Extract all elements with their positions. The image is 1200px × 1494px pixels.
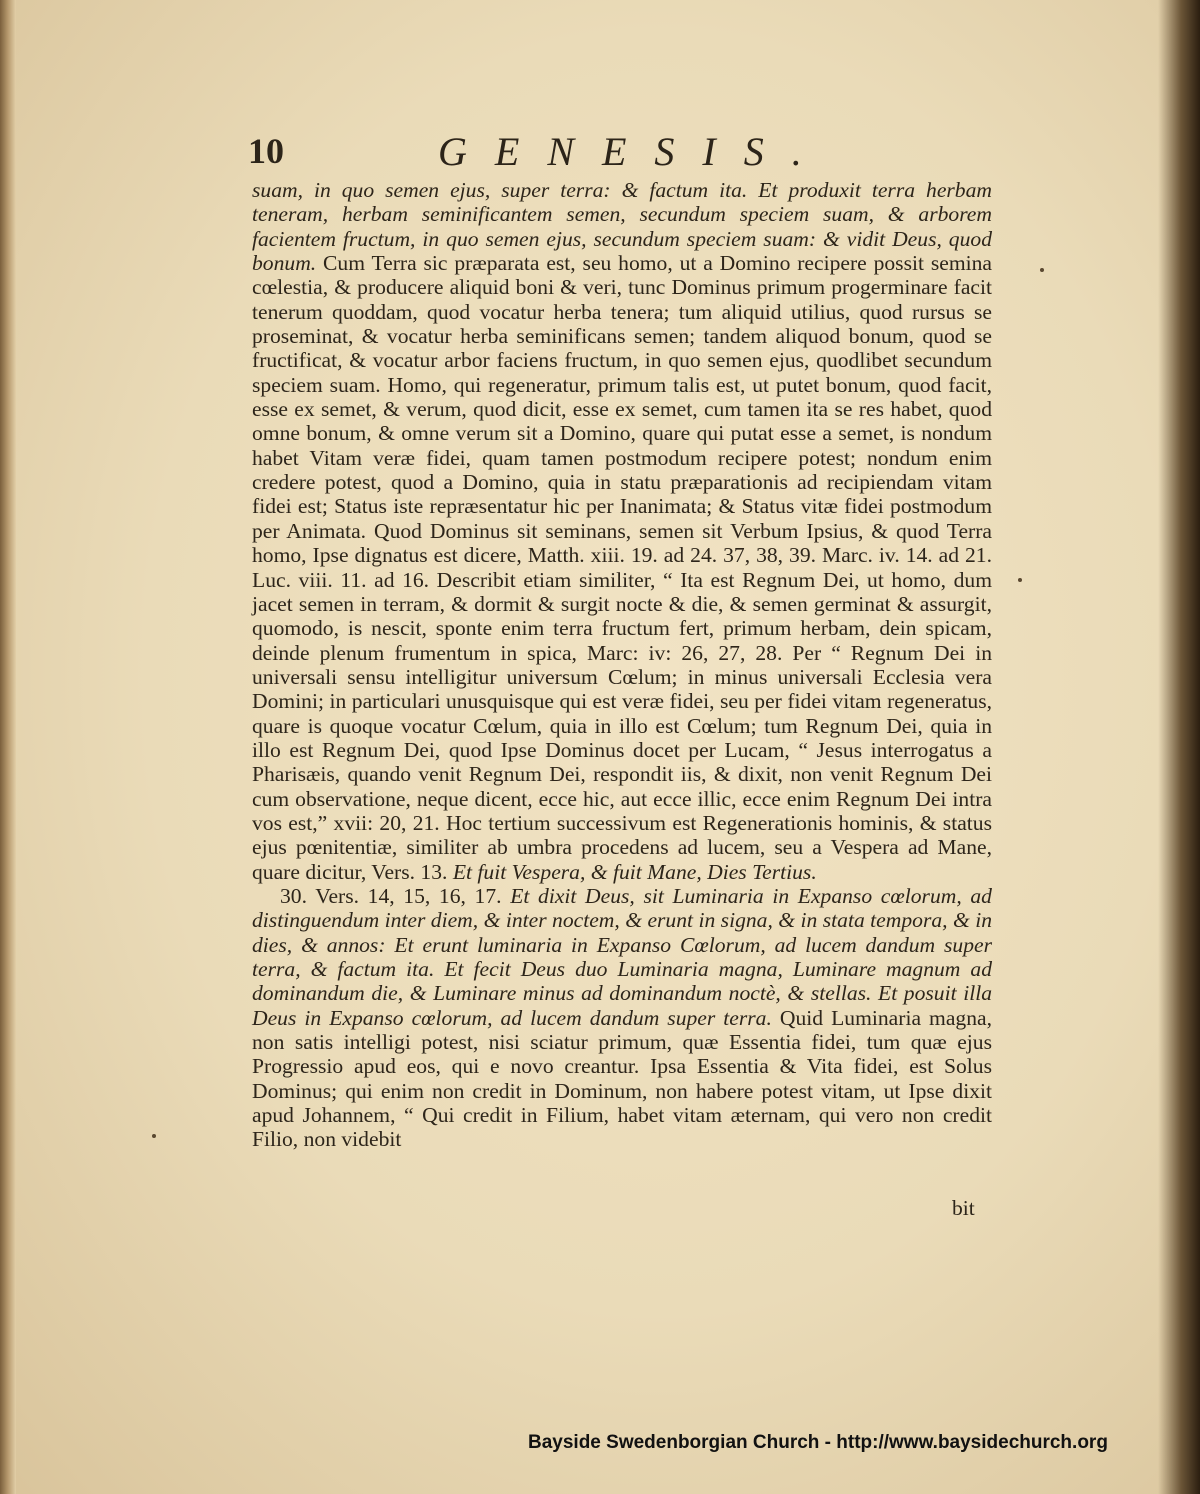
page-number: 10 bbox=[248, 131, 284, 171]
running-title: GENESIS. bbox=[438, 129, 830, 174]
page-edge-shadow bbox=[1158, 0, 1200, 1494]
paragraph bbox=[252, 178, 992, 884]
paragraph bbox=[252, 884, 992, 1152]
ink-speck bbox=[1040, 268, 1044, 272]
ink-speck bbox=[1018, 578, 1022, 582]
commentary-text: Cum Terra sic præparata est, seu homo, ut a Domino recipere possit semina cœlestia, & producere aliquid boni & veri, tunc Dominus primum progerminare facit tenerum quoddam, quod vocatur herba tenera; tum aliquid utilius, quod rursus se proseminat, & vocatur herba seminificans semen; tandem aliquod bonum, quod se fructificat, & vocatur arbor faciens fructum, in quo semen ejus, quodlibet secundum speciem suam. Homo, qui regeneratur, primum talis est, ut putet bonum, quod facit, esse ex semet, & verum, quod dicit, esse ex semet, cum tamen ita se res habet, quod omne bonum, & omne verum sit a Domino, quare qui putat esse a semet, is nondum habet Vitam veræ fidei, quam tamen postmodum recipere potest; nondum enim credere potest, quod a Domino, quia in statu præparationis ad recipiendam vitam fidei est; Status iste repræsentatur hic per Inanimata; & Status vitæ fidei postmodum per Animata. Quod Dominus sit seminans, semen sit Verbum Ipsius, & quod Terra homo, Ipse dignatus est dicere, Matth. xiii. 19. ad 24. 37, 38, 39. Marc. iv. 14. ad 21. Luc. viii. 11. ad 16. Describit etiam similiter, “ Ita est Regnum Dei, ut homo, dum jacet semen in terram, & dormit & surgit nocte & die, & semen germinat & assurgit, quomodo, is nescit, sponte enim terra fructum fert, primum herbam, dein spicam, deinde plenum frumentum in spica, Marc: iv: 26, 27, 28. Per “ Regnum Dei in universali sensu intelligitur universum Cœlum; in minus universali Ecclesia vera Domini; in particulari unusquisque qui est veræ fidei, seu per fidei vitam regeneratus, quare is quoque vocatur Cœlum, quia in illo est Cœlum; tum Regnum Dei, quia in illo est Regnum Dei, quod Ipse Dominus docet per Lucam, “ Jesus interrogatus a Pharisæis, quando venit Regnum Dei, respondit iis, & dixit, non venit Regnum Dei cum observatione, neque dicent, ecce hic, aut ecce illic, ecce enim Regnum Dei intra vos est,” xvii: 20, 21. Hoc tertium successivum est Regenerationis hominis, & status ejus pœnitentiæ, similiter ab umbra procedens ad lucem, seu a Vespera ad Mane, quare dicitur, Vers. 13. bbox=[252, 251, 992, 884]
page-header bbox=[248, 128, 968, 178]
catchword: bit bbox=[952, 1196, 975, 1220]
watermark: Bayside Swedenborgian Church - http://www.baysidechurch.org bbox=[528, 1432, 1108, 1453]
scripture-quote: Et dixit Deus, sit Luminaria in Expanso cœlorum, ad distinguendum inter diem, & inter noctem, & erunt in signa, & in stata tempora, & in dies, & annos: Et erunt luminaria in Expanso Cœlorum, ad lucem dandum super terra, & factum ita. Et fecit Deus duo Luminaria magna, Luminare magnum ad dominandum die, & Luminare minus ad dominandum noctè, & stellas. Et posuit illa Deus in Expanso cœlorum, ad lucem dandum super terra. bbox=[252, 883, 992, 1030]
scripture-quote: Et fuit Vespera, & fuit Mane, Dies Tertius. bbox=[452, 859, 817, 884]
body-text bbox=[252, 178, 992, 1152]
commentary-text: Quid Luminaria magna, non satis intelligi potest, nisi sciatur primum, quæ Essentia fidei, tum quæ ejus Progressio apud eos, qui e novo creantur. Ipsa Essentia & Vita fidei, est Solus Dominus; qui enim non credit in Dominum, non habere potest vitam, ut Ipse dixit apud Johannem, “ Qui credit in Filium, habet vitam æternam, qui vero non credit Filio, non videbit bbox=[252, 1005, 992, 1152]
book-spine-shadow bbox=[0, 0, 16, 1494]
commentary-text: 30. Vers. 14, 15, 16, 17. bbox=[280, 883, 511, 908]
scripture-quote: suam, in quo semen ejus, super terra: & factum ita. Et produxit terra herbam teneram, herbam seminificantem semen, secundum speciem suam, & arborem facientem fructum, in quo semen ejus, secundum speciem suam: & vidit Deus, quod bonum. bbox=[252, 178, 992, 276]
ink-speck bbox=[152, 1134, 156, 1138]
